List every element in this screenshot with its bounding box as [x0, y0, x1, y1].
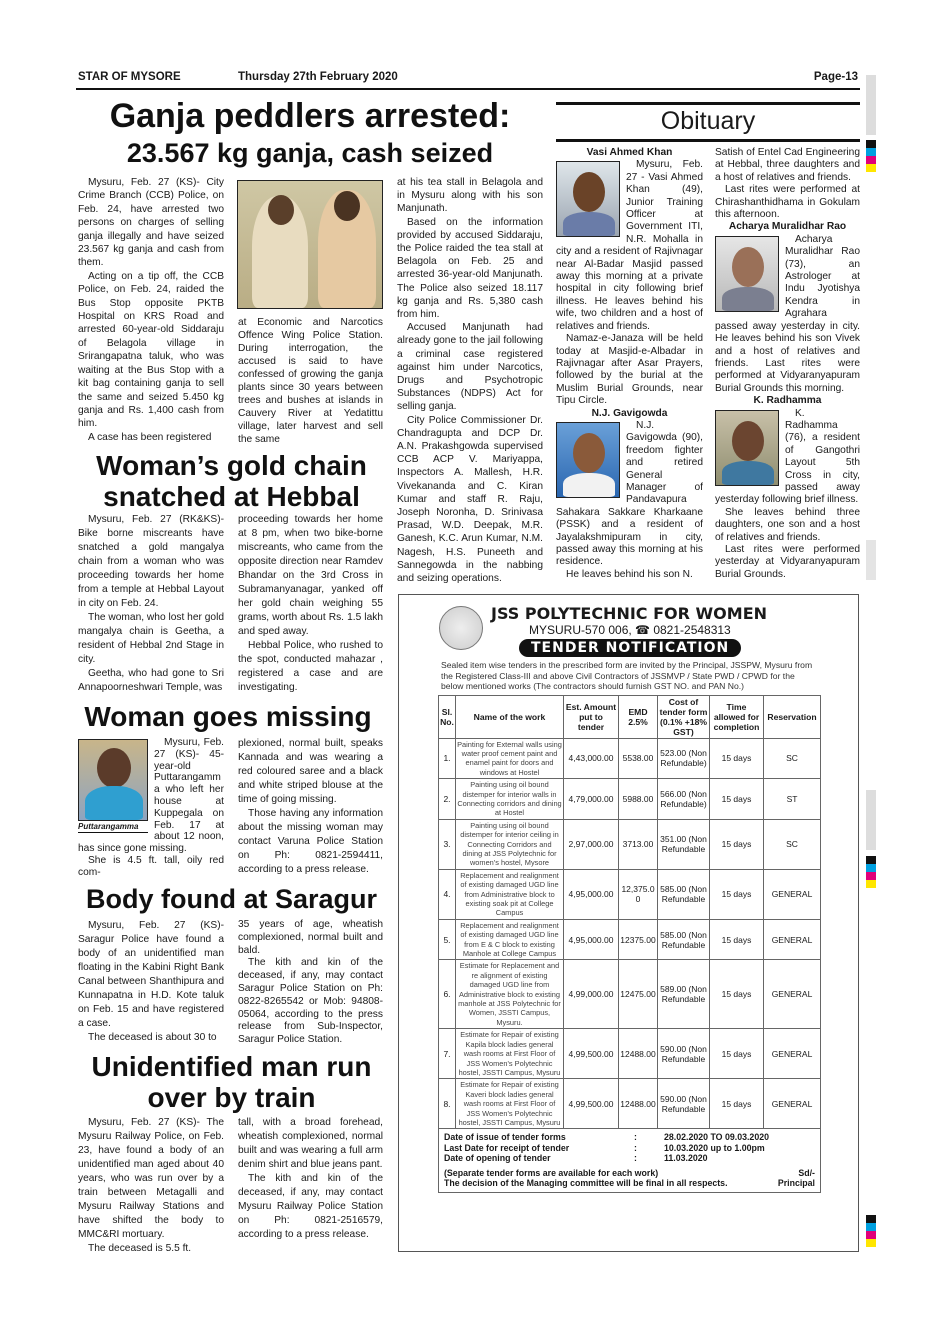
date-value: 11.03.2020 [664, 1153, 708, 1164]
ganja-col-3 [397, 176, 543, 585]
emd: 12475.00 [619, 960, 658, 1029]
missing-col-1 [78, 737, 224, 879]
headline-body-found: Body found at Saragur [85, 884, 377, 914]
form-cost: 590.00 (Non Refundable [658, 1079, 710, 1129]
reservation: GENERAL [764, 869, 821, 919]
column-header: Sl. No. [439, 695, 456, 738]
body-col-1 [78, 919, 224, 1045]
obituary-rule-bottom [556, 139, 860, 142]
tender-banner: TENDER NOTIFICATION [519, 639, 741, 657]
paragraph: 35 years of age, wheatish complexioned, normal built and bald. [238, 919, 383, 956]
date-label: Date of opening of tender [444, 1153, 551, 1164]
sl-no: 3. [439, 819, 456, 869]
date-sep: : [634, 1142, 637, 1153]
paragraph: Mysuru, Feb. 27 (RK&KS)- Bike borne miscreants have snatched a gold mangalya chain from a woman who was proceeding towards her home from a temple at Hebbal Layout in city on Feb. 24. [78, 514, 224, 609]
missing-col-2 [238, 737, 383, 877]
paragraph: N.J. Gavigowda (90), freedom fighter and retired General Manager of Pandavapura Sahakara Sakkare Kharkaane (PSSK) and a resident of Jayalakshmipuram in city, passed away this morning at his residence. [556, 419, 703, 568]
form-cost: 585.00 (Non Refundable [658, 919, 710, 960]
paragraph: tall, with a broad forehead, wheatish complexioned, normal built and was wearing a full arm denim shirt and blue jeans pant. [238, 1117, 383, 1170]
tender-date-row [444, 1143, 815, 1154]
paragraph: The deceased is about 30 to [88, 1032, 217, 1043]
est-amount: 4,95,000.00 [564, 869, 619, 919]
tender-org: JSS POLYTECHNIC FOR WOMEN [491, 604, 768, 623]
column-header: Est. Amount put to tender [564, 695, 619, 738]
emd: 12488.00 [619, 1029, 658, 1079]
form-cost: 351.00 (Non Refundable [658, 819, 710, 869]
header-rule [76, 88, 860, 90]
subheadline-ganja: 23.567 kg ganja, cash seized [126, 138, 494, 168]
emd: 5988.00 [619, 779, 658, 820]
work-name: Replacement and realignment of existing damaged UGD line from E & C block to existing Manhole at College Campus [456, 919, 564, 960]
table-row [439, 738, 821, 779]
headline-train-2: over by train [147, 1082, 316, 1113]
body-col-2 [238, 919, 383, 1047]
table-row [439, 1079, 821, 1129]
paragraph: City Police Commissioner Dr. Chandragupta and DCP Dr. A.N. Prakashgowda supervised CCB ACP V. Mariyappa, Inspectors A. Mallesh, H.R. Vivekananda and C. Kiran Kumar and staff R. Raju, Joseph Noronha, D. Srinivasa Prasad, W.D. Deepak, M.R. Ganesh, K.C. Arun Kumar, N.M. Nagesh, H.S. Puneeth and Sannegowda in the nabbing and seizing operations. [397, 414, 543, 585]
headline-chain-2: snatched at Hebbal [103, 481, 360, 512]
train-col-1 [78, 1116, 224, 1256]
paragraph: Last rites were performed yesterday at Vidyaranyapuram Burial Grounds. [715, 544, 860, 580]
table-row [439, 869, 821, 919]
tender-table [438, 695, 821, 1130]
ganja-col-2 [238, 316, 383, 446]
paragraph: Accused Manjunath had already gone to the jail following a criminal case registered against him under Narcotics, Drugs and Psychotropic Substances (NDPS) Act for selling ganja. [397, 322, 543, 413]
date-sep: : [634, 1132, 637, 1143]
reg-mark-cyan [866, 1223, 876, 1231]
chain-col-1 [78, 513, 224, 695]
sl-no: 6. [439, 960, 456, 1029]
paragraph: Mysuru, Feb. 27 (KS)- 45-year-old Puttarangamma who left her house at Kuppegala on Feb. 17 at about 12 noon, has since gone missing. [78, 737, 224, 855]
paragraph: plexioned, normal built, speaks Kannada and was wearing a red coloured saree and a black and white striped blouse at the time of going missing. [238, 738, 383, 805]
train-col-2 [238, 1116, 383, 1242]
obituary-col-1 [556, 147, 703, 581]
reservation: GENERAL [764, 1029, 821, 1079]
paragraph: The kith and kin of the deceased, if any, may contact Mysuru Railway Police Station on Ph: 0821-2516579, according to a press release. [238, 1173, 383, 1240]
reservation: ST [764, 779, 821, 820]
paragraph: Mysuru, Feb. 27 - Vasi Ahmed Khan (49), Junior Training Officer at Government ITI, N.R. Mohalla in city and a resident of Rajivnagar near Al-Badar Masjid passed away this morning at a private hospital in city following brief illness. He leaves behind his wife, two children and a host of relatives and friends. [556, 159, 703, 332]
headline-chain-1: Woman’s gold chain [96, 450, 367, 481]
table-row [439, 779, 821, 820]
reg-mark-yellow [866, 164, 876, 172]
paper-name: STAR OF MYSORE [78, 71, 181, 83]
paragraph: She is 4.5 ft. tall, oily red com- [78, 854, 224, 878]
column-header: Reservation [764, 695, 821, 738]
headline-chain-2-wrap [78, 481, 385, 512]
acharya-photo [715, 236, 779, 312]
time-allowed: 15 days [710, 960, 764, 1029]
margin-strip [866, 790, 876, 850]
sd-mark: Sd/- [798, 1167, 815, 1178]
work-name: Painting using oil bound distemper for interior walls in Connecting corridors and dining at Hostel [457, 780, 562, 818]
form-cost: 523.00 (Non Refundable) [658, 738, 710, 779]
paragraph: Geetha, who had gone to Sri Annapoorneshwari Temple, was [78, 668, 224, 693]
emd: 3713.00 [619, 819, 658, 869]
reg-mark-black [866, 1215, 876, 1223]
paragraph: Last rites were performed at Chirashanthidhama in Gokulam this afternoon. [715, 184, 860, 221]
tender-note-2: The decision of the Managing committee will be final in all respects. [444, 1178, 728, 1189]
column-header: Cost of tender form (0.1% +18% GST) [658, 695, 710, 738]
table-row [439, 1029, 821, 1079]
tender-body [438, 660, 821, 1193]
est-amount: 4,99,000.00 [564, 960, 619, 1029]
time-allowed: 15 days [710, 869, 764, 919]
est-amount: 2,97,000.00 [564, 819, 619, 869]
jss-emblem-icon [439, 606, 483, 650]
reg-mark-magenta [866, 156, 876, 164]
paragraph: She leaves behind three daughters, one son and a host of relatives and friends. [715, 506, 860, 543]
headline-train-1: Unidentified man run [91, 1051, 372, 1082]
obit-name-acharya: Acharya Muralidhar Rao [728, 221, 847, 233]
column-header: Time allowed for completion [710, 695, 764, 738]
photo-caption: Puttarangamma [78, 821, 148, 833]
paragraph: Acharya Muralidhar Rao (73), an Astrologer at Indu Jyotishya Kendra in Agrahara passed away yesterday in city. He leaves behind his son Vivek and a host of relatives and friends. Last rites were performed at Vidyaranyapuram Burial Grounds this morning. [715, 233, 860, 394]
sl-no: 1. [439, 738, 456, 779]
tender-address: MYSURU-570 006, ☎ 0821-2548313 [529, 623, 731, 637]
headline-chain-1-wrap [78, 450, 385, 481]
obit-name-vasi: Vasi Ahmed Khan [586, 147, 673, 158]
time-allowed: 15 days [710, 779, 764, 820]
headline-ganja-wrap [78, 97, 542, 135]
paragraph: K. Radhamma (76), a resident of Gangothri Layout 5th Cross in city, passed away yesterday following brief illness. [715, 407, 860, 506]
date-label: Last Date for receipt of tender [444, 1142, 570, 1153]
work-name: Painting for External walls using water proof cement paint and enamel paint for doors and windows at Hostel [457, 739, 562, 777]
time-allowed: 15 days [710, 1079, 764, 1129]
headline-body-found-wrap [78, 884, 385, 915]
emd: 12488.00 [619, 1079, 658, 1129]
headline-train-1-wrap [78, 1051, 385, 1082]
issue-date: Thursday 27th February 2020 [238, 71, 398, 83]
sl-no: 2. [439, 779, 456, 820]
paragraph: Those having any information about the missing woman may contact Varuna Police Station on Ph: 0821-2594411, according to a press release. [238, 808, 383, 875]
time-allowed: 15 days [710, 738, 764, 779]
emd: 12,375.00 [619, 869, 658, 919]
headline-ganja: Ganja peddlers arrested: [109, 97, 511, 135]
gavigowda-photo [556, 422, 620, 498]
vasi-photo [556, 161, 620, 237]
obituary-col-2 [715, 147, 860, 581]
paragraph: Mysuru, Feb. 27 (KS)- Saragur Police have found a body of an unidentified man floating in the Kabini Right Bank Canal between Shanthipura and Kunnapatna in H.D. Kote taluk on Feb. 15 and have registered a case. [78, 920, 224, 1029]
date-label: Date of issue of tender forms [444, 1132, 566, 1143]
paragraph: The deceased is 5.5 ft. [88, 1243, 192, 1254]
reg-mark-cyan [866, 148, 876, 156]
headline-missing-wrap [78, 701, 378, 733]
est-amount: 4,99,500.00 [564, 1029, 619, 1079]
paragraph: Based on the information provided by accused Siddaraju, the Police raided the tea stall at Belagola on Feb. 25 and arrested 36-year-old Manjunath. The Police also seized 18.117 kg ganja and Rs. 5,380 cash from him. [397, 216, 543, 321]
ganja-col-1 [78, 176, 224, 444]
paragraph: He leaves behind his son N. [566, 568, 693, 580]
margin-strip [866, 540, 876, 580]
form-cost: 589.00 (Non Refundable [658, 960, 710, 1029]
work-name: Estimate for Repair of existing Kapila block ladies general wash rooms at First Floor of JSS Women's Polytechnic hostel, JSSTI Campus, Mysuru [456, 1029, 564, 1079]
work-name: Painting using oil bound distemper for interior ceiling in Connecting Corridors and dining at JSS Polytechnic for women's hostel, Mysore [456, 819, 564, 869]
missing-woman-photo [78, 739, 148, 821]
paragraph: proceeding towards her home at 8 pm, when two bike-borne miscreants, who came from the opposite direction near Ramdev Bhandar on the 3rd Cross in Subramanyanagar, yanked off her gold chain weighing 55 grams, worth about Rs. 1.5 lakh and sped away. [238, 514, 383, 637]
reg-mark-black [866, 140, 876, 148]
date-sep: : [634, 1153, 637, 1164]
est-amount: 4,43,000.00 [564, 738, 619, 779]
chain-col-2 [238, 513, 383, 695]
paragraph: The woman, who lost her gold mangalya chain is Geetha, a resident of Hebbal 2nd Stage in city. [78, 612, 224, 665]
reg-mark-magenta [866, 872, 876, 880]
work-name: Estimate for Repair of existing Kaveri block ladies general wash rooms at First Floor of JSS Women's Polytechnic hostel, JSSTI Campus, Mysuru [456, 1079, 564, 1129]
est-amount: 4,79,000.00 [564, 779, 619, 820]
paragraph: at Economic and Narcotics Offence Wing Police Station. During interrogation, the accused is said to have confessed of growing the ganja plants since 30 years between trees and bushes at islands in Cauvery River at Yedatittu village, later harvest and sell the same [238, 317, 383, 445]
paragraph: Namaz-e-Janaza will be held today at Masjid-e-Albadar in Rajivnagar after Asar Prayers, followed by the burial at the Muslim Burial Grounds, near Tipu Circle. [556, 333, 703, 407]
table-header-row [439, 695, 821, 738]
paragraph: Mysuru, Feb. 27 (KS)- The Mysuru Railway Police, on Feb. 23, have found a body of an unidentified man aged about 40 years, who was run over by a train between Metagalli and Mysuru Railway Stations and have shifted the body to MMC&RI mortuary. [78, 1117, 224, 1240]
reservation: SC [764, 738, 821, 779]
column-header: EMD 2.5% [619, 695, 658, 738]
paragraph: Hebbal Police, who rushed to the spot, conducted mahazar , registered a case and are investigating. [238, 640, 383, 693]
headline-missing: Woman goes missing [84, 701, 372, 732]
table-row [439, 919, 821, 960]
table-row [439, 819, 821, 869]
form-cost: 566.00 (Non Refundable) [658, 779, 710, 820]
date-value: 10.03.2020 up to 1.00pm [664, 1142, 765, 1153]
paragraph: Acting on a tip off, the CCB Police, on Feb. 24, raided the Bus Stop opposite PKTB Hospital on KRS Road and arrested 60-year-old Siddaraju of Belagola village in Srirangapatna taluk, who was waiting at the Bus Stop with a kit bag containing ganja to sell the same and seized 5.450 kg ganja and Rs. 1,400 cash from him. [78, 270, 224, 430]
sl-no: 8. [439, 1079, 456, 1129]
work-name: Estimate for Replacement and re alignment of existing damaged UGD line from Administrative block to existing manhole at JSS Polytechnic for Women, JSSTI Campus, Mysuru. [456, 960, 564, 1029]
paragraph: at his tea stall in Belagola and in Mysuru along with his son Manjunath. [397, 177, 543, 215]
emd: 12375.00 [619, 919, 658, 960]
tender-advertisement [398, 594, 859, 1252]
reg-mark-yellow [866, 880, 876, 888]
work-name: Replacement and realignment of existing damaged UGD line from Administrative block to existing soak pit at College Campus [456, 869, 564, 919]
emd: 5538.00 [619, 738, 658, 779]
obituary-title: Obituary [660, 107, 756, 135]
est-amount: 4,99,500.00 [564, 1079, 619, 1129]
obit-name-radhamma: K. Radhamma [753, 395, 822, 407]
paragraph: The kith and kin of the deceased, if any, may contact Saragur Police Station on Ph: 0822-8265542 or Mob: 94808-05064, according to the press release from Sub-Inspector, Saragur Police Station. [238, 957, 383, 1046]
paragraph: A case has been registered [88, 431, 212, 443]
margin-strip [866, 75, 876, 135]
obituary-rule-top [556, 102, 860, 105]
missing-photo-block [78, 739, 148, 833]
time-allowed: 15 days [710, 919, 764, 960]
reg-mark-black [866, 856, 876, 864]
tender-date-row [444, 1153, 815, 1164]
reg-mark-magenta [866, 1231, 876, 1239]
reservation: GENERAL [764, 1079, 821, 1129]
form-cost: 590.00 (Non Refundable [658, 1029, 710, 1079]
column-header: Name of the work [456, 695, 564, 738]
date-value: 28.02.2020 TO 09.03.2020 [664, 1132, 769, 1143]
time-allowed: 15 days [710, 819, 764, 869]
reservation: GENERAL [764, 919, 821, 960]
sl-no: 4. [439, 869, 456, 919]
headline-train-2-wrap [78, 1082, 385, 1113]
reservation: SC [764, 819, 821, 869]
tender-note-1: (Separate tender forms are available for each work) [444, 1167, 659, 1178]
tender-intro: Sealed item wise tenders in the prescribed form are invited by the Principal, JSSPW, Mysuru from the Registered Class-III and above Civil Contractors of JSSMVP / State PWD / CPWD for the below mentioned works (The contractors should furnish GST NO. and PAN No.) [441, 660, 813, 691]
reg-mark-yellow [866, 1239, 876, 1247]
reg-mark-cyan [866, 864, 876, 872]
tender-footer [438, 1129, 821, 1193]
signatory: Principal [777, 1178, 815, 1189]
obit-name-gavigowda: N.J. Gavigowda [591, 407, 668, 419]
est-amount: 4,95,000.00 [564, 919, 619, 960]
sl-no: 7. [439, 1029, 456, 1079]
paragraph: Satish of Entel Cad Engineering at Hebbal, three daughters and a host of relatives and friends. [715, 147, 860, 183]
gavigowda-text-cont [715, 147, 860, 221]
radhamma-photo [715, 410, 779, 486]
sl-no: 5. [439, 919, 456, 960]
subheadline-ganja-wrap [78, 138, 542, 169]
time-allowed: 15 days [710, 1029, 764, 1079]
table-row [439, 960, 821, 1029]
tender-date-row [444, 1132, 815, 1143]
page-number: Page-13 [813, 71, 858, 83]
form-cost: 585.00 (Non Refundable [658, 869, 710, 919]
reservation: GENERAL [764, 960, 821, 1029]
ganja-accused-photo [237, 180, 383, 309]
paragraph: Mysuru, Feb. 27 (KS)- City Crime Branch (CCB) Police, on Feb. 24, have arrested two persons on charges of selling ganja illegally and have seized 23.567 kg ganja and cash from them. [78, 177, 224, 269]
